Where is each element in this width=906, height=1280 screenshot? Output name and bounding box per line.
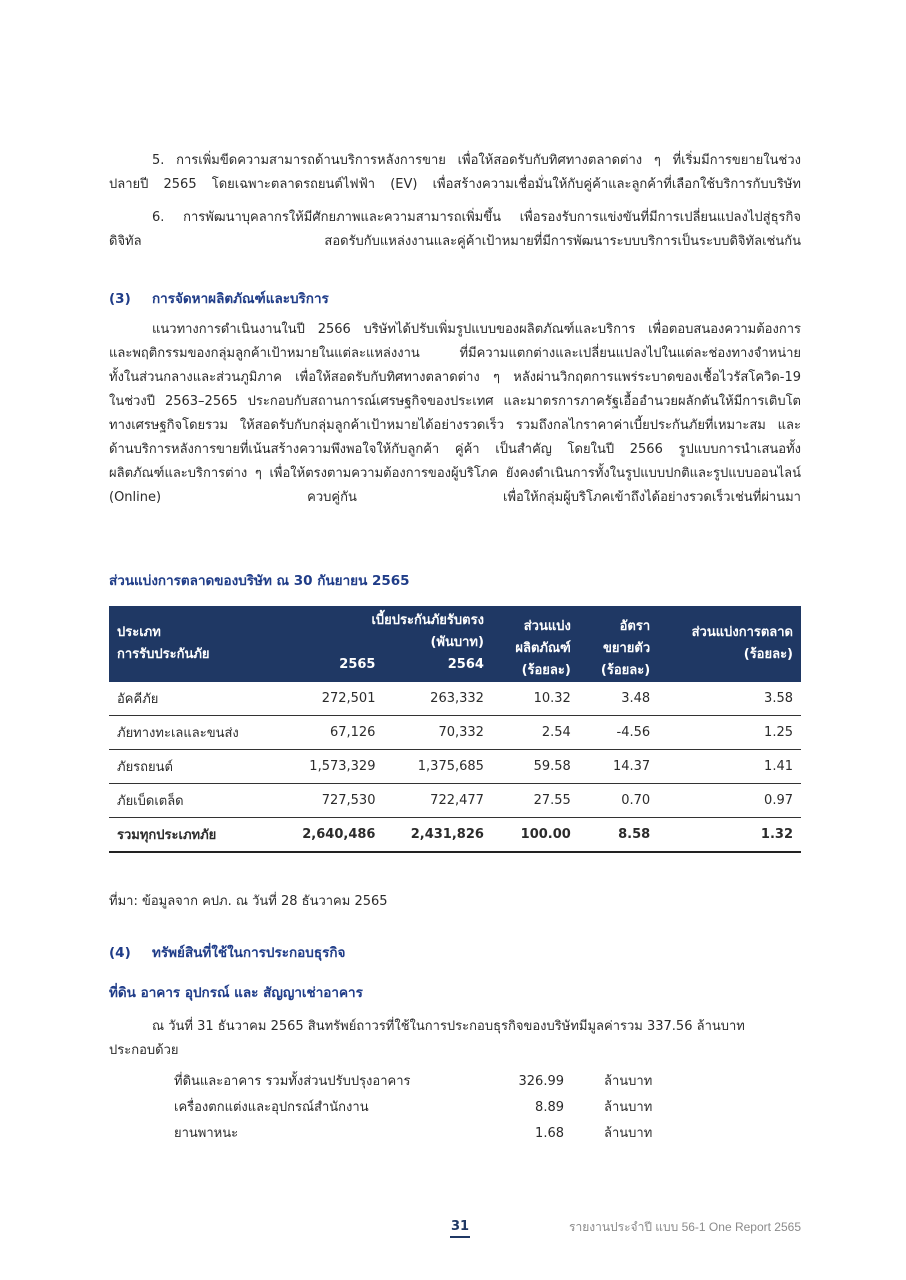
paragraph-sec4 [109, 1015, 801, 1063]
table-row [109, 784, 801, 818]
section-subtitle-text: ที่ดิน อาคาร อุปกรณ์ และ สัญญาเช่าอาคาร [109, 985, 363, 1001]
header-text: การรับประกันภัย [117, 647, 210, 662]
cell-premium-2564: 70,332 [383, 716, 491, 750]
header-year-2565: 2565 [275, 654, 383, 682]
cell-type: ภัยรถยนต์ [109, 750, 275, 784]
header-premium [275, 606, 492, 654]
section-number: (4) [109, 945, 131, 961]
asset-label: ยานพาหนะ [174, 1126, 239, 1141]
market-share-title [109, 569, 410, 593]
asset-value: 1.68 [535, 1126, 564, 1141]
header-market-share [658, 606, 801, 682]
text-line: ทางเศรษฐกิจโดยรวม ให้สอดรับกับกลุ่มลูกค้าเป้าหมายได้อย่างรวดเร็ว รวมถึงกลไกราคาค่าเบี้ยประกันภัยที่เหมาะสม และ [109, 418, 801, 433]
cell-premium-2564: 722,477 [383, 784, 491, 818]
cell-premium-2564: 263,332 [383, 682, 491, 716]
cell-premium-2564: 1,375,685 [383, 750, 491, 784]
section-title: การจัดหาผลิตภัณฑ์และบริการ [152, 291, 329, 307]
asset-row [174, 1122, 724, 1146]
asset-value: 8.89 [535, 1100, 564, 1115]
asset-value: 326.99 [518, 1074, 564, 1089]
page-number: 31 [450, 1218, 470, 1238]
paragraph-item-6 [109, 206, 801, 254]
text-line: ด้านบริการหลังการขายที่เน้นสร้างความพึงพอใจให้กับลูกค้า คู่ค้า เป็นสำคัญ โดยในปี 2566 รูปแบบการนำเสนอทั้ง [109, 442, 801, 457]
cell-type: รวมทุกประเภทภัย [109, 818, 275, 853]
text-line: ปลายปี 2565 โดยเฉพาะตลาดรถยนต์ไฟฟ้า (EV) เพื่อสร้างความเชื่อมั่นให้กับคู่ค้าและลูกค้าที่เลือกใช้บริการกับบริษัท [109, 177, 801, 192]
header-text: เบี้ยประกันภัยรับตรง [371, 613, 484, 628]
text-line: (Online) ควบคู่กัน เพื่อให้กลุ่มผู้บริโภคเข้าถึงได้อย่างรวดเร็วเช่นที่ผ่านมา [109, 490, 801, 505]
cell-market-share: 1.25 [658, 716, 801, 750]
header-text: ส่วนแบ่งการตลาด [691, 625, 793, 640]
table-total-row [109, 818, 801, 853]
cell-product-share: 2.54 [492, 716, 579, 750]
paragraph-item-5 [109, 149, 801, 197]
text-line: 5. การเพิ่มขีดความสามารถด้านบริการหลังการขาย เพื่อให้สอดรับกับทิศทางตลาดต่าง ๆ ที่เริ่มมีการขยายในช่วง [152, 153, 801, 168]
section-3-heading [109, 287, 329, 311]
section-number: (3) [109, 291, 131, 307]
header-text: (ร้อยละ) [521, 663, 571, 678]
header-text: (พันบาท) [430, 635, 484, 650]
cell-premium-2565: 272,501 [275, 682, 383, 716]
cell-premium-2565: 1,573,329 [275, 750, 383, 784]
header-year-2564: 2564 [383, 654, 491, 682]
text-line: และพฤติกรรมของกลุ่มลูกค้าเป้าหมายในแต่ละแหล่งงาน ที่มีความแตกต่างและเปลี่ยนแปลงไปในแต่ละช่องทางจำหน่าย [109, 346, 801, 361]
text-line: ในช่วงปี 2563–2565 ประกอบกับสถานการณ์เศรษฐกิจของประเทศ และมาตรการภาครัฐเอื้ออำนวยผลักดันให้มีการเติบโต [109, 394, 801, 409]
text-line: ดิจิทัล สอดรับกับแหล่งงานและคู่ค้าเป้าหมายที่มีการพัฒนาระบบบริการเป็นระบบดิจิทัลเช่นกัน [109, 234, 801, 249]
header-text: ส่วนแบ่ง [523, 619, 571, 634]
asset-row [174, 1070, 724, 1094]
cell-growth: 0.70 [579, 784, 658, 818]
header-text: (ร้อยละ) [600, 663, 651, 678]
asset-unit: ล้านบาท [604, 1100, 653, 1115]
table-row [109, 716, 801, 750]
text-line: แนวทางการดำเนินงานในปี 2566 บริษัทได้ปรับเพิ่มรูปแบบของผลิตภัณฑ์และบริการ เพื่อตอบสนองความต้องการ [152, 322, 801, 337]
market-share-title-text: ส่วนแบ่งการตลาดของบริษัท ณ 30 กันยายน 2565 [109, 573, 410, 589]
report-title: รายงานประจำปี แบบ 56-1 One Report 2565 [569, 1220, 801, 1234]
header-growth-rate [579, 606, 658, 682]
cell-type: ภัยเบ็ดเตล็ด [109, 784, 275, 818]
cell-premium-2565: 2,640,486 [275, 818, 383, 853]
section-title: ทรัพย์สินที่ใช้ในการประกอบธุรกิจ [152, 945, 346, 961]
header-text: ผลิตภัณฑ์ [515, 641, 571, 656]
paragraph-sec3 [109, 318, 801, 510]
text-line: ทั้งในส่วนกลางและส่วนภูมิภาค เพื่อให้สอดรับกับทิศทางตลาดต่าง ๆ หลังผ่านวิกฤตการแพร่ระบาดของเชื้อไวรัสโควิด-19 [109, 370, 801, 385]
header-type [109, 606, 275, 682]
table-header-row [109, 606, 801, 654]
cell-growth: 3.48 [579, 682, 658, 716]
cell-market-share: 1.41 [658, 750, 801, 784]
cell-growth: 14.37 [579, 750, 658, 784]
cell-market-share: 1.32 [658, 818, 801, 853]
table-source-note: ที่มา: ข้อมูลจาก คปภ. ณ วันที่ 28 ธันวาคม 2565 [109, 894, 388, 909]
cell-type: อัคคีภัย [109, 682, 275, 716]
cell-product-share: 59.58 [492, 750, 579, 784]
text-line: ณ วันที่ 31 ธันวาคม 2565 สินทรัพย์ถาวรที่ใช้ในการประกอบธุรกิจของบริษัทมีมูลค่ารวม 337.56 ล้านบาท [152, 1019, 745, 1034]
asset-label: ที่ดินและอาคาร รวมทั้งส่วนปรับปรุงอาคาร [174, 1074, 411, 1089]
table-row [109, 682, 801, 716]
header-text: ขยายตัว [603, 641, 651, 656]
cell-premium-2565: 67,126 [275, 716, 383, 750]
market-share-table [109, 606, 801, 853]
asset-unit: ล้านบาท [604, 1074, 653, 1089]
cell-type: ภัยทางทะเลและขนส่ง [109, 716, 275, 750]
cell-growth: -4.56 [579, 716, 658, 750]
cell-growth: 8.58 [579, 818, 658, 853]
cell-premium-2565: 727,530 [275, 784, 383, 818]
header-text: ประเภท [117, 625, 161, 640]
header-product-share [492, 606, 579, 682]
section-4-heading [109, 941, 345, 965]
text-line: ประกอบด้วย [109, 1043, 179, 1058]
text-line: ผลิตภัณฑ์และบริการต่าง ๆ เพื่อให้ตรงตามความต้องการของผู้บริโภค ยังคงดำเนินการทั้งในรูปแบบปกติและรูปแบบออนไลน์ [109, 466, 801, 481]
cell-market-share: 0.97 [658, 784, 801, 818]
asset-unit: ล้านบาท [604, 1126, 653, 1141]
cell-premium-2564: 2,431,826 [383, 818, 491, 853]
cell-product-share: 10.32 [492, 682, 579, 716]
cell-product-share: 27.55 [492, 784, 579, 818]
cell-product-share: 100.00 [492, 818, 579, 853]
text-line: 6. การพัฒนาบุคลากรให้มีศักยภาพและความสามารถเพิ่มขึ้น เพื่อรองรับการแข่งขันที่มีการเปลี่ยนแปลงไปสู่ธุรกิจ [152, 210, 801, 225]
cell-market-share: 3.58 [658, 682, 801, 716]
header-text: อัตรา [619, 619, 651, 634]
asset-row [174, 1096, 724, 1120]
header-text: (ร้อยละ) [743, 647, 793, 662]
section-4-subtitle [109, 981, 363, 1005]
table-row [109, 750, 801, 784]
asset-label: เครื่องตกแต่งและอุปกรณ์สำนักงาน [174, 1100, 369, 1115]
